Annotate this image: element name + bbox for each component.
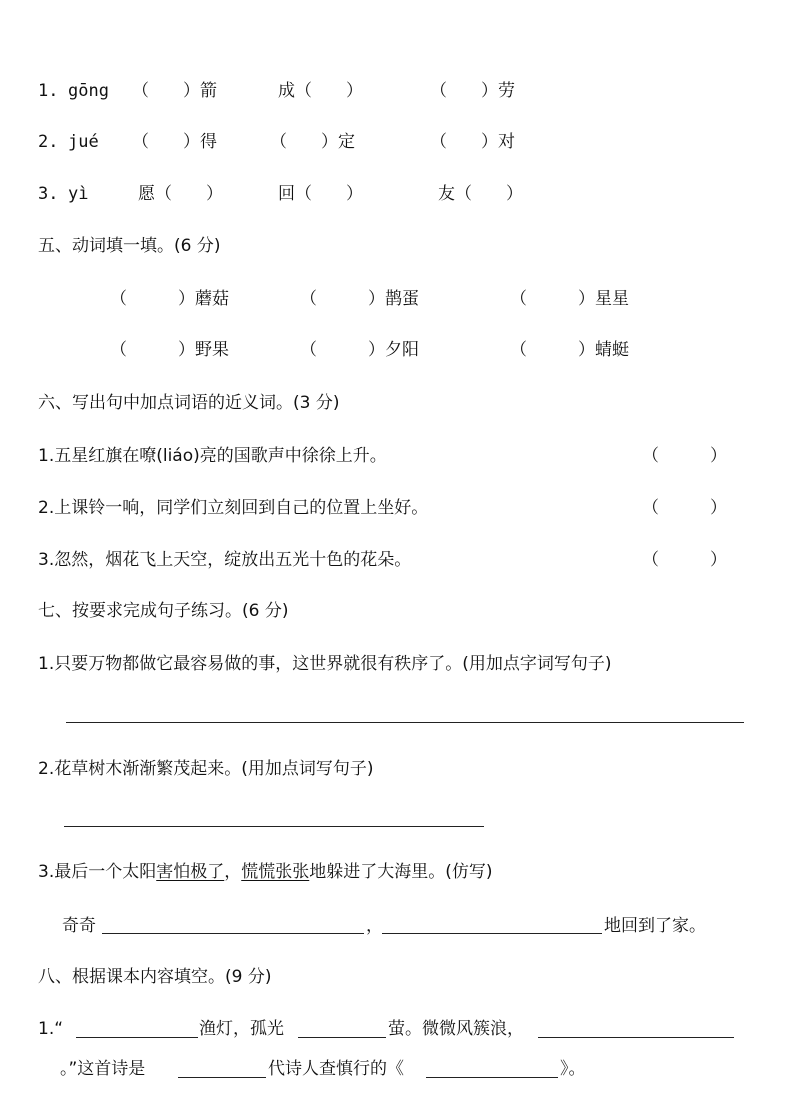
- blank-item[interactable]: 愿（ ）: [138, 184, 223, 204]
- imitation-end: 地回到了家。: [604, 916, 706, 936]
- row-number: 1.: [38, 81, 59, 101]
- q3-underlined-phrase-2: 慌慌张张: [241, 862, 310, 882]
- pinyin: yì: [68, 184, 89, 204]
- verb-blank[interactable]: （ ）蜻蜓: [510, 340, 629, 360]
- answer-line[interactable]: [426, 1077, 558, 1078]
- row-number: 2.: [38, 132, 59, 152]
- synonym-question-2: 2.上课铃一响，同学们立刻回到自己的位置上坐好。: [38, 498, 429, 518]
- answer-blank[interactable]: （ ）: [642, 550, 727, 570]
- answer-line[interactable]: [102, 933, 364, 934]
- imitation-comma: ，: [366, 916, 383, 936]
- verb-blank[interactable]: （ ）鹊蛋: [300, 289, 419, 309]
- synonym-question-3: 3.忽然，烟花飞上天空，绽放出五光十色的花朵。: [38, 550, 412, 570]
- poem-line-1-mid: 渔灯，孤光: [199, 1019, 284, 1039]
- poem-line-1-end: 萤。微微风簇浪，: [388, 1019, 524, 1039]
- answer-blank[interactable]: （ ）: [642, 446, 727, 466]
- sentence-question-3: [38, 861, 493, 883]
- section-6-title: 六、写出句中加点词语的近义词。(3 分): [38, 393, 340, 413]
- poem-line-2-start: 。”这首诗是: [60, 1059, 146, 1079]
- poem-line-2-mid: 代诗人查慎行的《: [268, 1059, 404, 1079]
- synonym-question-1: 1.五星红旗在嘹(liáo)亮的国歌声中徐徐上升。: [38, 446, 387, 466]
- blank-item[interactable]: 友（ ）: [438, 184, 523, 204]
- blank-item[interactable]: 回（ ）: [278, 184, 363, 204]
- section-7-title: 七、按要求完成句子练习。(6 分): [38, 601, 289, 621]
- answer-line[interactable]: [76, 1037, 198, 1038]
- answer-line[interactable]: [178, 1077, 266, 1078]
- answer-line[interactable]: [538, 1037, 734, 1038]
- verb-blank[interactable]: （ ）野果: [110, 340, 229, 360]
- poem-line-1-start: 1.“: [38, 1019, 64, 1039]
- answer-line[interactable]: [298, 1037, 386, 1038]
- answer-blank[interactable]: （ ）: [642, 498, 727, 518]
- poem-line-2-end: 》。: [560, 1059, 586, 1079]
- answer-line[interactable]: [66, 722, 744, 723]
- verb-blank[interactable]: （ ）夕阳: [300, 340, 419, 360]
- section-5-title: 五、动词填一填。(6 分): [38, 236, 221, 256]
- q3-prefix: 3.最后一个太阳: [38, 862, 157, 882]
- blank-item[interactable]: （ ）对: [430, 132, 515, 152]
- section-8-title: 八、根据课本内容填空。(9 分): [38, 967, 272, 987]
- q3-underlined-phrase-1: 害怕极了: [156, 862, 225, 882]
- pinyin: gōng: [68, 81, 109, 101]
- q3-suffix: 地躲进了大海里。(仿写): [309, 862, 493, 882]
- q3-comma: ，: [224, 862, 242, 882]
- answer-line[interactable]: [382, 933, 602, 934]
- row-number: 3.: [38, 184, 59, 204]
- verb-blank[interactable]: （ ）星星: [510, 289, 629, 309]
- imitation-start: 奇奇: [62, 916, 96, 936]
- blank-item[interactable]: （ ）箭: [132, 81, 217, 101]
- blank-item[interactable]: （ ）劳: [430, 81, 515, 101]
- sentence-question-2: 2.花草树木渐渐繁茂起来。(用加点词写句子): [38, 759, 374, 779]
- blank-item[interactable]: 成（ ）: [278, 81, 363, 101]
- verb-blank[interactable]: （ ）蘑菇: [110, 289, 229, 309]
- blank-item[interactable]: （ ）定: [270, 132, 355, 152]
- sentence-question-1: 1.只要万物都做它最容易做的事，这世界就很有秩序了。(用加点字词写句子): [38, 654, 612, 674]
- answer-line[interactable]: [64, 826, 484, 827]
- pinyin: jué: [68, 132, 99, 152]
- blank-item[interactable]: （ ）得: [132, 132, 217, 152]
